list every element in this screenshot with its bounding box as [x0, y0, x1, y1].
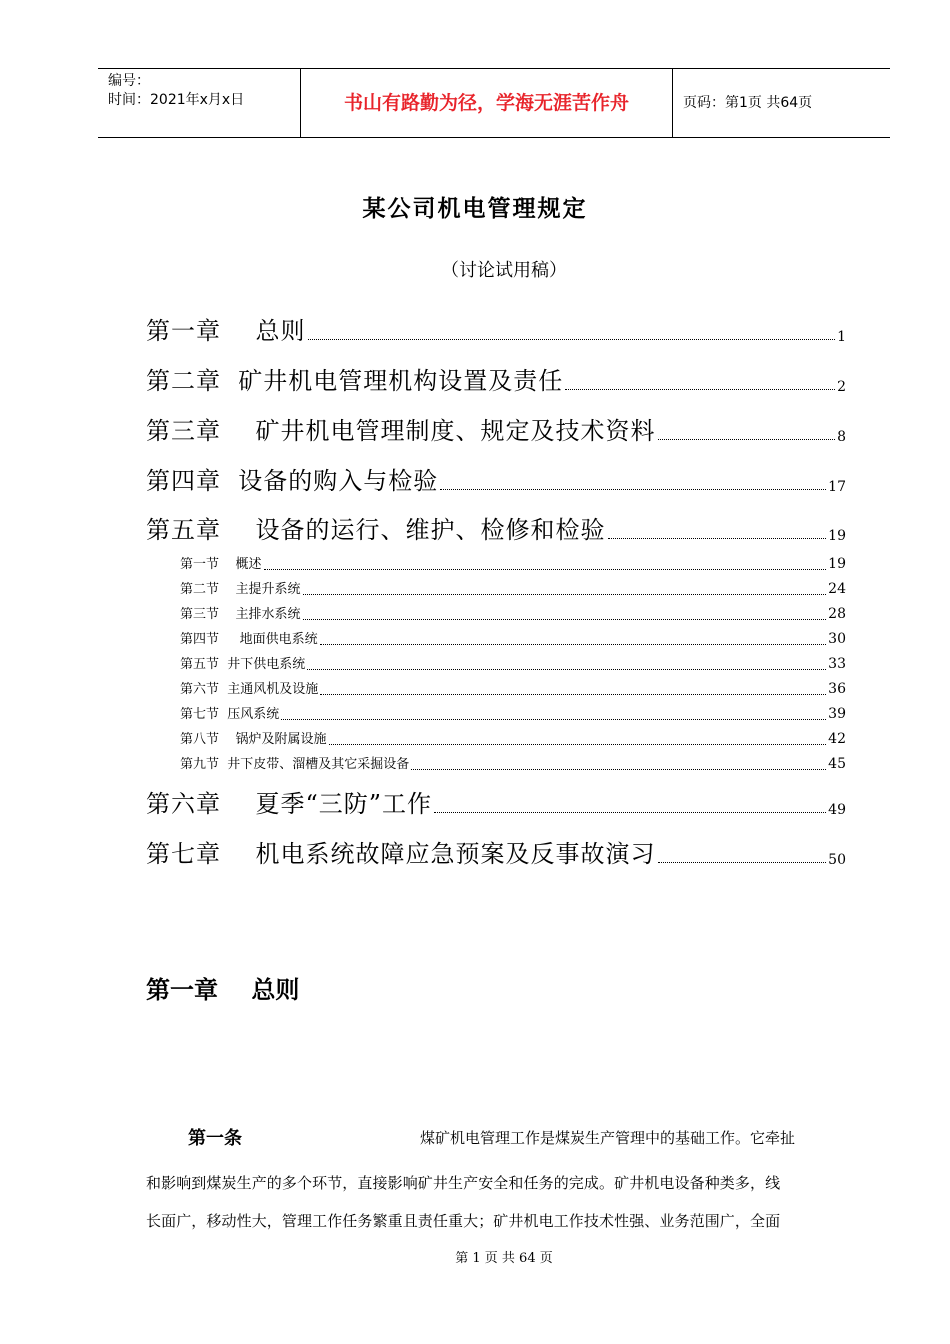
header-page-info: 页码：第1页 共64页 — [683, 95, 813, 111]
toc-leader — [308, 339, 836, 340]
toc-chapter-7[interactable] — [146, 839, 846, 869]
toc-chapter-6[interactable] — [146, 789, 846, 819]
toc-label: 第七节 压风系统 — [180, 707, 280, 722]
toc-leader — [411, 769, 826, 770]
toc-page: 36 — [828, 681, 846, 697]
toc-chapter-4[interactable] — [146, 466, 846, 496]
toc-page: 8 — [837, 429, 846, 445]
article-label: 第一条 — [188, 1128, 242, 1149]
article-body-line: 长面广，移动性大，管理工作任务繁重且责任重大；矿井机电工作技术性强、业务范围广，全面 — [146, 1212, 781, 1230]
toc-leader — [320, 694, 826, 695]
toc-section-6[interactable] — [180, 682, 846, 698]
toc-page: 19 — [828, 528, 846, 544]
toc-page: 17 — [828, 479, 846, 495]
toc-label: 第四节 地面供电系统 — [180, 632, 318, 647]
toc-label: 第一章 总则 — [146, 317, 306, 345]
toc-leader — [658, 439, 836, 440]
toc-leader — [307, 669, 826, 670]
toc-leader — [281, 719, 826, 720]
document-subtitle: （讨论试用稿） — [441, 260, 567, 281]
date-line: 时间：2021年x月x日 — [108, 92, 245, 108]
toc-page: 49 — [828, 802, 846, 818]
toc-page: 19 — [828, 556, 846, 572]
toc-section-9[interactable] — [180, 757, 846, 773]
toc-section-4[interactable] — [180, 632, 846, 648]
code-label: 编号： — [108, 73, 150, 89]
toc-label: 第三节 主排水系统 — [180, 607, 301, 622]
toc-label: 第四章 设备的购入与检验 — [146, 467, 439, 495]
header-motto: 书山有路勤为径，学海无涯苦作舟 — [301, 69, 673, 137]
article-first-line: 煤矿机电管理工作是煤炭生产管理中的基础工作。它牵扯 — [420, 1129, 796, 1147]
toc-leader — [320, 644, 827, 645]
document-title: 某公司机电管理规定 — [362, 196, 588, 222]
toc-page: 28 — [828, 606, 846, 622]
toc-leader — [329, 744, 827, 745]
toc-page: 45 — [828, 756, 846, 772]
chapter-heading: 第一章 总则 — [146, 976, 300, 1004]
page-footer: 第 1 页 共 64 页 — [455, 1251, 553, 1266]
toc-label: 第五节 井下供电系统 — [180, 657, 306, 672]
toc-label: 第二章 矿井机电管理机构设置及责任 — [146, 367, 564, 395]
toc-leader — [434, 812, 826, 813]
toc-page: 1 — [837, 329, 846, 345]
toc-leader — [264, 569, 827, 570]
toc-label: 第三章 矿井机电管理制度、规定及技术资料 — [146, 417, 656, 445]
toc-page: 24 — [828, 581, 846, 597]
toc-leader — [440, 489, 826, 490]
toc-label: 第九节 井下皮带、溜槽及其它采掘设备 — [180, 757, 410, 772]
toc-section-5[interactable] — [180, 657, 846, 673]
toc-leader — [565, 389, 835, 390]
toc-leader — [303, 594, 827, 595]
toc-page: 42 — [828, 731, 846, 747]
toc-label: 第五章 设备的运行、维护、检修和检验 — [146, 516, 606, 544]
toc-label: 第八节 锅炉及附属设施 — [180, 732, 327, 747]
header-table — [98, 68, 890, 138]
toc-label: 第一节 概述 — [180, 557, 262, 572]
toc-page: 50 — [828, 852, 846, 868]
toc-section-7[interactable] — [180, 707, 846, 723]
toc-chapter-1[interactable] — [146, 316, 846, 346]
toc-leader — [303, 619, 827, 620]
header-meta-cell — [98, 69, 301, 137]
toc-label: 第七章 机电系统故障应急预案及反事故演习 — [146, 840, 656, 868]
toc-label: 第六章 夏季“三防”工作 — [146, 790, 433, 818]
toc-chapter-3[interactable] — [146, 416, 846, 446]
toc-section-3[interactable] — [180, 607, 846, 623]
toc-leader — [608, 538, 827, 539]
toc-label: 第六节 主通风机及设施 — [180, 682, 319, 697]
toc-page: 39 — [828, 706, 846, 722]
toc-section-1[interactable] — [180, 557, 846, 573]
toc-leader — [658, 862, 827, 863]
toc-page: 2 — [837, 379, 846, 395]
toc-label: 第二节 主提升系统 — [180, 582, 301, 597]
article-body-line: 和影响到煤炭生产的多个环节，直接影响矿井生产安全和任务的完成。矿井机电设备种类多，线 — [146, 1174, 781, 1192]
toc-chapter-2[interactable] — [146, 366, 846, 396]
toc-section-2[interactable] — [180, 582, 846, 598]
toc-section-8[interactable] — [180, 732, 846, 748]
toc-page: 33 — [828, 656, 846, 672]
toc-page: 30 — [828, 631, 846, 647]
toc-chapter-5[interactable] — [146, 515, 846, 545]
